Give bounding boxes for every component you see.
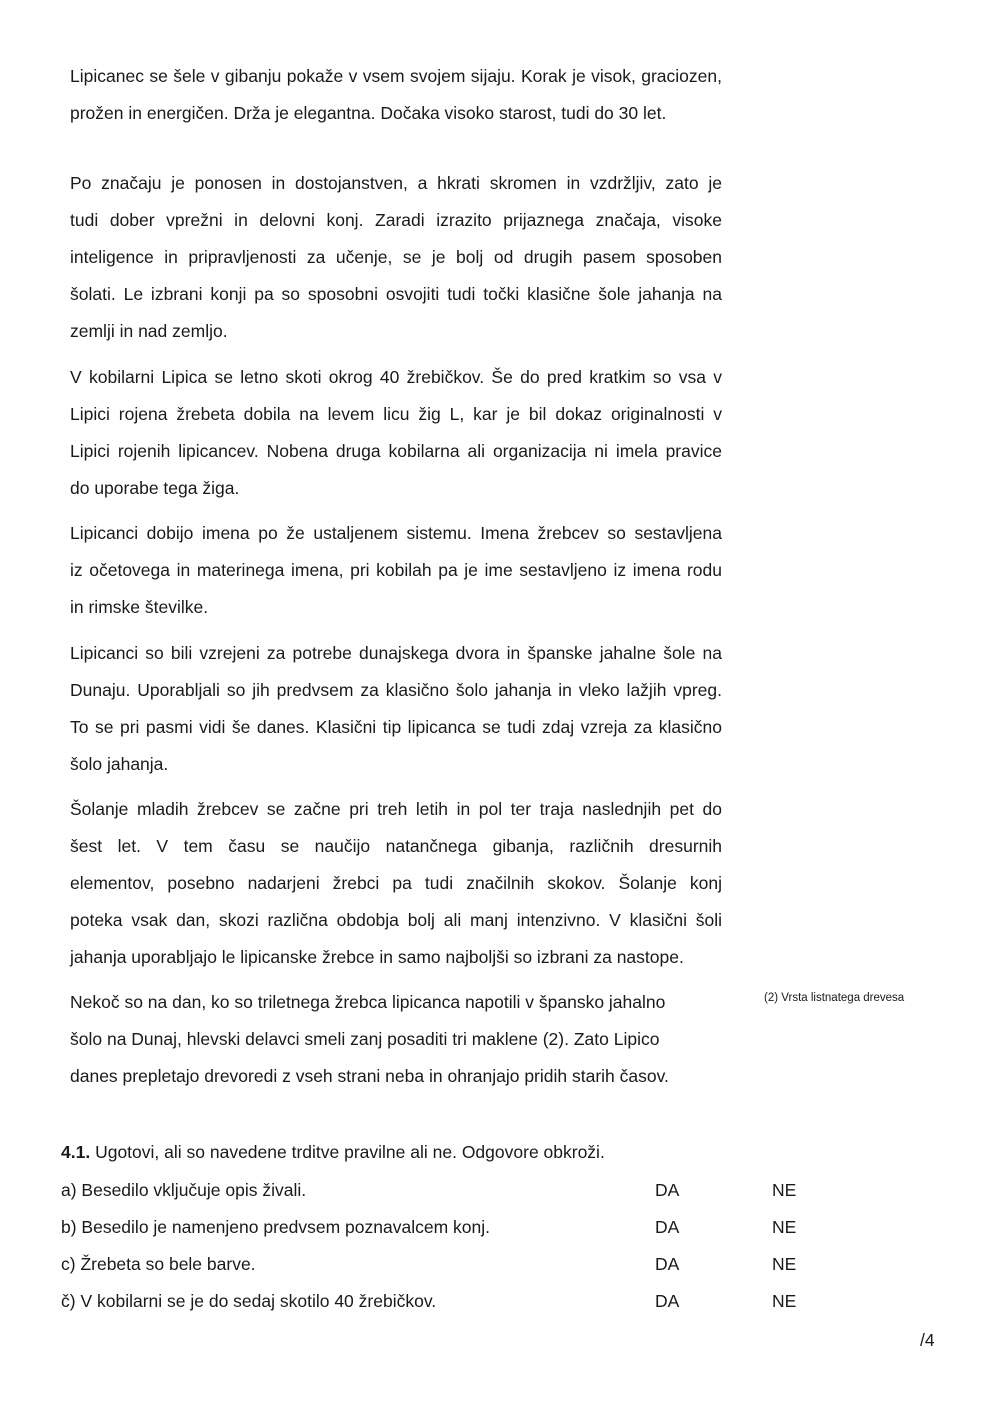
answer-da-option[interactable]: DA bbox=[655, 1217, 680, 1237]
statement-text: a) Besedilo vključuje opis živali. bbox=[61, 1180, 307, 1200]
statement-text: b) Besedilo je namenjeno predvsem poznavalcem konj. bbox=[61, 1217, 490, 1237]
text-line: Po značaju je ponosen in dostojanstven, a hkrati skromen in vzdržljiv, zato je bbox=[70, 173, 722, 193]
text-line: Lipici rojenih lipicancev. Nobena druga kobilarna ali organizacija ni imela pravice bbox=[70, 441, 722, 461]
answer-ne-option[interactable]: NE bbox=[772, 1254, 797, 1274]
text-line: Šolanje mladih žrebcev se začne pri treh letih in pol ter traja naslednjih pet do bbox=[70, 799, 722, 819]
answer-da-option[interactable]: DA bbox=[655, 1291, 680, 1311]
text-line: do uporabe tega žiga. bbox=[70, 478, 240, 498]
text-line: Lipicanci so bili vzrejeni za potrebe dunajskega dvora in španske jahalne šole na bbox=[70, 643, 722, 663]
answer-ne-option[interactable]: NE bbox=[772, 1291, 797, 1311]
answer-da-option[interactable]: DA bbox=[655, 1254, 680, 1274]
statement-text: c) Žrebeta so bele barve. bbox=[61, 1254, 256, 1274]
paragraph-history bbox=[70, 635, 722, 783]
statement-text: č) V kobilarni se je do sedaj skotilo 40 žrebičkov. bbox=[61, 1291, 437, 1311]
text-line: poteka vsak dan, skozi različna obdobja bolj ali manj intenzivno. V klasični šoli bbox=[70, 910, 722, 930]
question-instruction: Ugotovi, ali so navedene trditve pravilne ali ne. Odgovore obkroži. bbox=[95, 1142, 605, 1162]
text-line: tudi dober vprežni in delovni konj. Zaradi izrazito prijaznega značaja, visoke bbox=[70, 210, 722, 230]
paragraph-training bbox=[70, 791, 722, 976]
text-line: Nekoč so na dan, ko so triletnega žrebca lipicanca napotili v špansko jahalno bbox=[70, 992, 666, 1012]
question-heading bbox=[61, 1142, 605, 1163]
paragraph-character bbox=[70, 165, 722, 350]
statement-row-a bbox=[61, 1180, 861, 1210]
text-line: Lipicanec se šele v gibanju pokaže v vsem svojem sijaju. Korak je visok, graciozen, bbox=[70, 66, 722, 86]
statement-row-c bbox=[61, 1254, 861, 1284]
text-line: šolati. Le izbrani konji pa so sposobni osvojiti tudi točki klasične šole jahanja na bbox=[70, 284, 722, 304]
text-line: Lipicanci dobijo imena po že ustaljenem sistemu. Imena žrebcev so sestavljena bbox=[70, 523, 722, 543]
answer-ne-option[interactable]: NE bbox=[772, 1217, 797, 1237]
answer-da-option[interactable]: DA bbox=[655, 1180, 680, 1200]
text-line: Lipici rojena žrebeta dobila na levem licu žig L, kar je bil dokaz originalnosti v bbox=[70, 404, 722, 424]
text-line: zemlji in nad zemljo. bbox=[70, 321, 228, 341]
text-line: danes prepletajo drevoredi z vseh strani neba in ohranjajo pridih starih časov. bbox=[70, 1066, 669, 1086]
text-line: prožen in energičen. Drža je elegantna. Dočaka visoko starost, tudi do 30 let. bbox=[70, 103, 667, 123]
score-total: /4 bbox=[920, 1330, 935, 1350]
statement-row-b bbox=[61, 1217, 861, 1247]
text-line: V kobilarni Lipica se letno skoti okrog 40 žrebičkov. Še do pred kratkim so vsa v bbox=[70, 367, 722, 387]
text-line: šolo na Dunaj, hlevski delavci smeli zanj posaditi tri maklene (2). Zato Lipico bbox=[70, 1029, 660, 1049]
text-line: inteligence in pripravljenosti za učenje, se je bolj od drugih pasem sposoben bbox=[70, 247, 722, 267]
footnote: (2) Vrsta listnatega drevesa bbox=[764, 992, 905, 1004]
paragraph-names bbox=[70, 515, 722, 626]
statement-row-cc bbox=[61, 1291, 861, 1321]
text-line: iz očetovega in materinega imena, pri kobilah pa je ime sestavljeno iz imena rodu bbox=[70, 560, 722, 580]
text-line: in rimske številke. bbox=[70, 597, 209, 617]
text-line: To se pri pasmi vidi še danes. Klasični tip lipicanca se tudi zdaj vzreja za klasično bbox=[70, 717, 722, 737]
text-line: šolo jahanja. bbox=[70, 754, 169, 774]
paragraph-stud-farm bbox=[70, 359, 722, 507]
paragraph-maples bbox=[70, 984, 722, 1095]
text-line: jahanja uporabljajo le lipicanske žrebce in samo najboljši so izbrani za nastope. bbox=[70, 947, 684, 967]
paragraph-movement bbox=[70, 58, 722, 132]
question-number: 4.1. bbox=[61, 1142, 91, 1162]
text-line: šest let. V tem času se naučijo natančnega gibanja, različnih dresurnih bbox=[70, 836, 722, 856]
answer-ne-option[interactable]: NE bbox=[772, 1180, 797, 1200]
text-line: elementov, posebno nadarjeni žrebci pa tudi značilnih skokov. Šolanje konj bbox=[70, 873, 722, 893]
text-line: Dunaju. Uporabljali so jih predvsem za klasično šolo jahanja in vleko lažjih vpreg. bbox=[70, 680, 722, 700]
